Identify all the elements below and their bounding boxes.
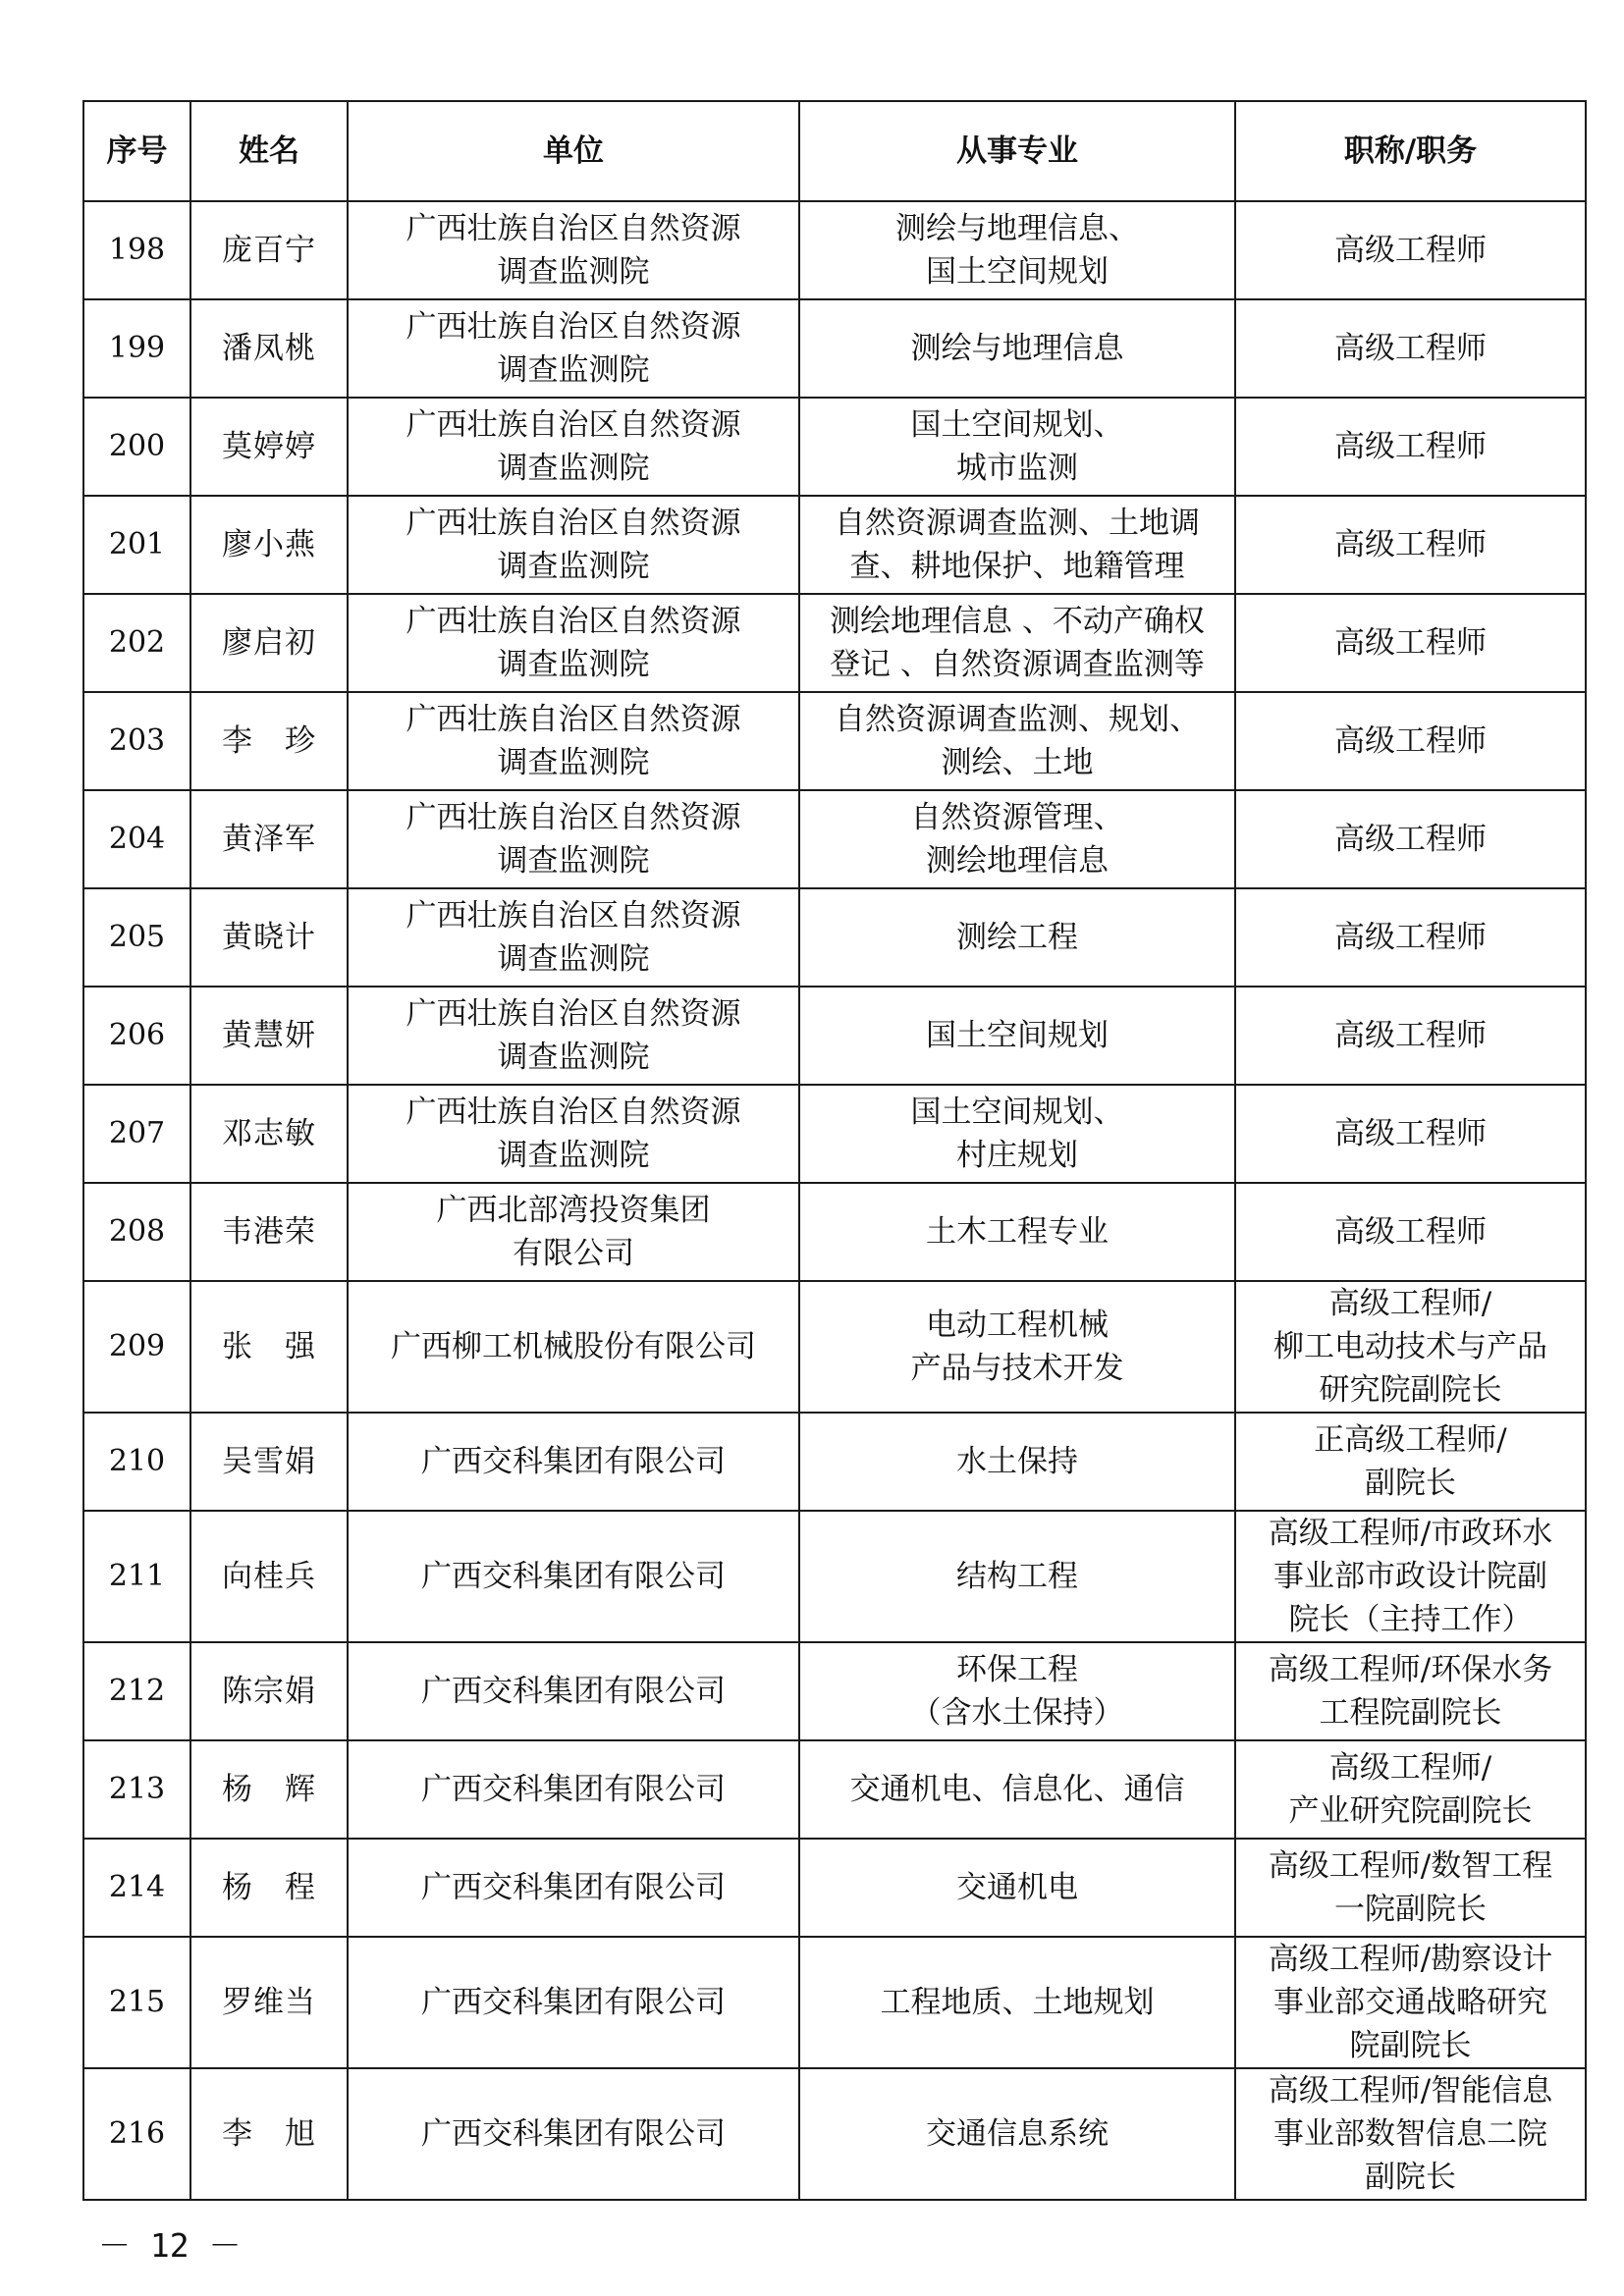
title-line: 高级工程师 [1334,1018,1487,1053]
major-line: 产品与技术开发 [910,1351,1124,1386]
row-seq: 206 [83,987,190,1085]
row-unit [348,1642,799,1740]
row-major [799,1413,1235,1511]
unit-line: 广西交科集团有限公司 [421,1985,726,2020]
row-unit [348,496,799,594]
row-name: 李 旭 [190,2068,348,2200]
unit-line: 调查监测院 [497,941,650,977]
major-line: 自然资源调查监测、规划、 [835,702,1200,737]
title-line: 高级工程师 [1334,920,1487,955]
row-major [799,1183,1235,1281]
row-major [799,496,1235,594]
row-major [799,692,1235,790]
row-name: 陈宗娟 [190,1642,348,1740]
row-seq: 215 [83,1937,190,2068]
row-name: 韦港荣 [190,1183,348,1281]
row-name: 莫婷婷 [190,398,348,496]
unit-line: 广西交科集团有限公司 [421,1559,726,1594]
row-unit [348,594,799,692]
unit-line: 广西交科集团有限公司 [421,1444,726,1479]
title-line: 院副院长 [1349,2028,1472,2063]
header-major: 从事专业 [799,101,1235,201]
unit-line: 广西柳工机械股份有限公司 [391,1329,756,1364]
row-seq: 199 [83,299,190,398]
row-unit [348,201,799,299]
row-seq: 210 [83,1413,190,1511]
row-major [799,398,1235,496]
table-row [83,201,1586,299]
unit-line: 广西交科集团有限公司 [421,1870,726,1905]
major-line: 测绘地理信息 、不动产确权 [830,604,1205,639]
row-major [799,1839,1235,1937]
table-row [83,398,1586,496]
major-line: 交通机电、信息化、通信 [849,1772,1185,1807]
row-major [799,1511,1235,1642]
row-name: 黄泽军 [190,790,348,888]
row-unit [348,299,799,398]
header-title: 职称/职务 [1235,101,1586,201]
row-seq: 204 [83,790,190,888]
unit-line: 有限公司 [513,1236,634,1271]
table-row [83,299,1586,398]
title-line: 柳工电动技术与产品 [1273,1329,1547,1364]
major-line: 测绘与地理信息、 [895,211,1139,246]
title-line: 高级工程师 [1334,429,1487,464]
title-line: 事业部数智信息二院 [1273,2116,1547,2152]
row-name: 罗维当 [190,1937,348,2068]
title-line: 高级工程师 [1334,723,1487,759]
unit-line: 广西壮族自治区自然资源 [406,407,741,443]
row-title [1235,1937,1586,2068]
table-row [83,1413,1586,1511]
unit-line: 广西壮族自治区自然资源 [406,702,741,737]
row-major [799,1937,1235,2068]
major-line: 交通机电 [956,1870,1078,1905]
title-line: 产业研究院副院长 [1288,1793,1533,1829]
table-row [83,790,1586,888]
row-title [1235,692,1586,790]
unit-line: 广西壮族自治区自然资源 [406,211,741,246]
title-line: 事业部交通战略研究 [1273,1985,1547,2020]
row-title [1235,1839,1586,1937]
row-major [799,594,1235,692]
unit-line: 调查监测院 [497,352,650,388]
major-line: 测绘与地理信息 [910,331,1124,366]
title-line: 高级工程师/智能信息 [1268,2073,1553,2109]
row-title [1235,987,1586,1085]
row-major [799,1281,1235,1413]
title-line: 院长（主持工作） [1288,1602,1533,1637]
unit-line: 广西壮族自治区自然资源 [406,309,741,345]
table-row [83,888,1586,987]
table-row [83,1642,1586,1740]
row-title [1235,594,1586,692]
major-line: 查、耕地保护、地籍管理 [849,549,1185,584]
title-line: 高级工程师/市政环水 [1268,1516,1553,1551]
row-major [799,1642,1235,1740]
row-title [1235,1413,1586,1511]
major-line: 测绘工程 [956,920,1078,955]
major-line: 测绘地理信息 [926,843,1109,879]
table-header-row [83,101,1586,201]
row-name: 杨 程 [190,1839,348,1937]
row-major [799,299,1235,398]
unit-line: 广西壮族自治区自然资源 [406,1095,741,1130]
title-line: 高级工程师 [1334,1116,1487,1151]
major-line: 国土空间规划 [926,1018,1109,1053]
unit-line: 调查监测院 [497,1138,650,1173]
major-line: 结构工程 [956,1559,1078,1594]
row-name: 李 珍 [190,692,348,790]
table-row [83,1839,1586,1937]
major-line: 测绘、土地 [941,745,1094,780]
table-row [83,987,1586,1085]
unit-line: 广西交科集团有限公司 [421,1772,726,1807]
major-line: 国土空间规划、 [910,1095,1124,1130]
unit-line: 广西壮族自治区自然资源 [406,898,741,934]
row-seq: 214 [83,1839,190,1937]
unit-line: 调查监测院 [497,1040,650,1075]
unit-line: 广西壮族自治区自然资源 [406,604,741,639]
unit-line: 广西北部湾投资集团 [436,1193,711,1228]
row-unit [348,2068,799,2200]
title-line: 事业部市政设计院副 [1273,1559,1547,1594]
row-major [799,790,1235,888]
row-name: 向桂兵 [190,1511,348,1642]
row-seq: 211 [83,1511,190,1642]
row-major [799,2068,1235,2200]
row-name: 潘凤桃 [190,299,348,398]
row-seq: 213 [83,1740,190,1839]
table-row [83,496,1586,594]
title-line: 高级工程师 [1334,625,1487,661]
row-title [1235,790,1586,888]
row-name: 黄慧妍 [190,987,348,1085]
unit-line: 广西壮族自治区自然资源 [406,506,741,541]
table-row [83,1740,1586,1839]
row-name: 吴雪娟 [190,1413,348,1511]
row-unit [348,1937,799,2068]
personnel-table [82,100,1587,2201]
table-row [83,1511,1586,1642]
title-line: 高级工程师/ [1328,1286,1492,1321]
row-unit [348,1085,799,1183]
unit-line: 广西交科集团有限公司 [421,2116,726,2152]
major-line: 环保工程 [956,1652,1078,1687]
row-title [1235,299,1586,398]
row-title [1235,888,1586,987]
table-row [83,1183,1586,1281]
major-line: 自然资源管理、 [910,800,1124,835]
row-seq: 200 [83,398,190,496]
header-seq: 序号 [83,101,190,201]
row-title [1235,2068,1586,2200]
row-title [1235,1642,1586,1740]
title-line: 副院长 [1365,1466,1456,1501]
unit-line: 调查监测院 [497,254,650,290]
table-row [83,1281,1586,1413]
row-unit [348,888,799,987]
row-seq: 212 [83,1642,190,1740]
title-line: 高级工程师 [1334,233,1487,268]
row-name: 黄晓计 [190,888,348,987]
unit-line: 广西壮族自治区自然资源 [406,800,741,835]
row-major [799,1085,1235,1183]
row-seq: 198 [83,201,190,299]
row-seq: 208 [83,1183,190,1281]
unit-line: 调查监测院 [497,647,650,682]
row-unit [348,1839,799,1937]
title-line: 高级工程师 [1334,527,1487,562]
title-line: 副院长 [1365,2160,1456,2195]
major-line: 电动工程机械 [926,1308,1109,1343]
row-major [799,1740,1235,1839]
major-line: 城市监测 [956,451,1078,486]
row-title [1235,1511,1586,1642]
major-line: （含水土保持） [910,1695,1124,1731]
row-seq: 209 [83,1281,190,1413]
table-row [83,1085,1586,1183]
title-line: 高级工程师 [1334,331,1487,366]
major-line: 自然资源调查监测、土地调 [835,506,1200,541]
title-line: 高级工程师 [1334,822,1487,857]
unit-line: 调查监测院 [497,451,650,486]
row-seq: 203 [83,692,190,790]
row-title [1235,1281,1586,1413]
unit-line: 广西交科集团有限公司 [421,1674,726,1709]
row-unit [348,987,799,1085]
row-unit [348,1413,799,1511]
major-line: 村庄规划 [956,1138,1078,1173]
title-line: 高级工程师/勘察设计 [1268,1942,1553,1977]
unit-line: 调查监测院 [497,843,650,879]
row-unit [348,692,799,790]
major-line: 工程地质、土地规划 [880,1985,1155,2020]
row-unit [348,790,799,888]
row-title [1235,201,1586,299]
row-name: 邓志敏 [190,1085,348,1183]
row-seq: 207 [83,1085,190,1183]
table-row [83,2068,1586,2200]
header-name: 姓名 [190,101,348,201]
row-major [799,987,1235,1085]
title-line: 工程院副院长 [1319,1695,1502,1731]
header-unit: 单位 [348,101,799,201]
title-line: 高级工程师/环保水务 [1268,1652,1553,1687]
row-title [1235,496,1586,594]
row-name: 庞百宁 [190,201,348,299]
table-row [83,692,1586,790]
row-title [1235,1183,1586,1281]
row-seq: 201 [83,496,190,594]
row-seq: 202 [83,594,190,692]
row-major [799,888,1235,987]
table-row [83,1937,1586,2068]
row-unit [348,1740,799,1839]
unit-line: 调查监测院 [497,745,650,780]
row-unit [348,1183,799,1281]
row-name: 廖小燕 [190,496,348,594]
row-seq: 205 [83,888,190,987]
title-line: 一院副院长 [1334,1892,1487,1927]
major-line: 国土空间规划、 [910,407,1124,443]
row-unit [348,1511,799,1642]
row-name: 杨 辉 [190,1740,348,1839]
major-line: 国土空间规划 [926,254,1109,290]
title-line: 高级工程师/数智工程 [1268,1848,1553,1884]
row-unit [348,398,799,496]
title-line: 研究院副院长 [1319,1372,1502,1408]
table-body [83,201,1586,2200]
row-title [1235,1740,1586,1839]
title-line: 正高级工程师/ [1314,1422,1507,1458]
major-line: 土木工程专业 [926,1214,1109,1250]
title-line: 高级工程师 [1334,1214,1487,1250]
major-line: 水土保持 [956,1444,1078,1479]
row-unit [348,1281,799,1413]
row-seq: 216 [83,2068,190,2200]
row-major [799,201,1235,299]
page-number: － 12 － [98,2226,242,2265]
title-line: 高级工程师/ [1328,1750,1492,1786]
unit-line: 调查监测院 [497,549,650,584]
table-row [83,594,1586,692]
row-title [1235,1085,1586,1183]
row-title [1235,398,1586,496]
row-name: 廖启初 [190,594,348,692]
major-line: 交通信息系统 [926,2116,1109,2152]
unit-line: 广西壮族自治区自然资源 [406,996,741,1032]
major-line: 登记 、自然资源调查监测等 [830,647,1205,682]
row-name: 张 强 [190,1281,348,1413]
